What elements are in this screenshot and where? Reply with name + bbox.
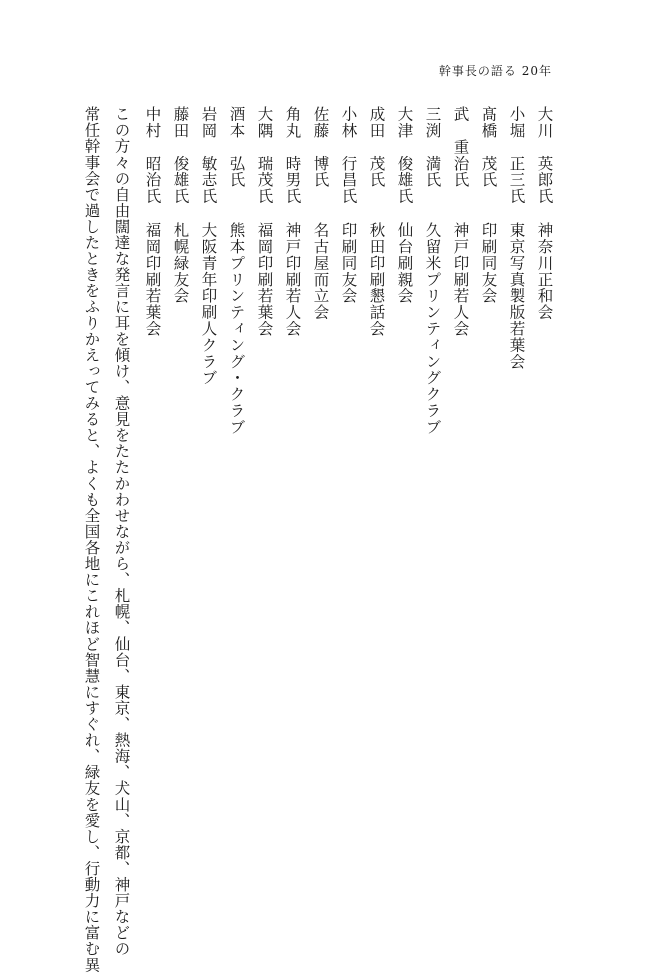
member-organization: 熊本プリンティング・クラブ [227, 222, 246, 436]
member-name: 武 重治氏 [451, 106, 470, 188]
member-name: 岩岡 敏志氏 [199, 106, 218, 205]
member-entry [367, 106, 386, 337]
member-entry [507, 106, 526, 370]
member-entry [143, 106, 162, 337]
running-header: 幹事長の語る 20年 [438, 64, 552, 78]
member-entry [199, 106, 218, 386]
member-organization: 印刷同友会 [479, 222, 498, 304]
member-organization: 福岡印刷若葉会 [143, 222, 162, 337]
member-entry [395, 106, 414, 304]
member-name: 大津 俊雄氏 [395, 106, 414, 205]
member-entry [535, 106, 554, 321]
member-organization: 大阪青年印刷人クラブ [199, 222, 218, 386]
member-organization: 仙台刷親会 [395, 222, 414, 304]
member-organization: 秋田印刷懇話会 [367, 222, 386, 337]
member-organization: 名古屋而立会 [311, 222, 330, 321]
member-entry [255, 106, 274, 337]
prose-line: この方々の自由闊達な発言に耳を傾け、意見をたたかわせながら、札幌、仙台、東京、熱海、犬山、京都、神戸などの [112, 106, 131, 957]
member-entry [227, 106, 246, 436]
member-entry [479, 106, 498, 304]
member-name: 中村 昭治氏 [143, 106, 162, 205]
member-entry [311, 106, 330, 321]
member-organization: 神奈川正和会 [535, 222, 554, 321]
member-organization: 福岡印刷若葉会 [255, 222, 274, 337]
member-name: 髙橋 茂氏 [479, 106, 498, 188]
member-name: 小林 行昌氏 [339, 106, 358, 205]
member-name: 三渕 満氏 [423, 106, 442, 188]
member-entry [423, 106, 442, 436]
member-entry [451, 106, 470, 337]
member-entry [171, 106, 190, 304]
member-name: 大隅 瑞茂氏 [255, 106, 274, 205]
member-name: 佐藤 博氏 [311, 106, 330, 188]
member-name: 大川 英郎氏 [535, 106, 554, 205]
member-organization: 東京写真製版若葉会 [507, 222, 526, 370]
member-organization: 印刷同友会 [339, 222, 358, 304]
prose-line: 常任幹事会で過したときをふりかえってみると、よくも全国各地にこれほど智慧にすぐれ、緑友を愛し、行動力に富む異 [82, 106, 101, 973]
member-name: 角丸 時男氏 [283, 106, 302, 205]
member-entry [283, 106, 302, 337]
member-organization: 札幌緑友会 [171, 222, 190, 304]
member-entry [339, 106, 358, 304]
member-organization: 神戸印刷若人会 [283, 222, 302, 337]
member-organization: 神戸印刷若人会 [451, 222, 470, 337]
member-name: 小堀 正三氏 [507, 106, 526, 205]
member-organization: 久留米プリンティングクラブ [423, 222, 442, 436]
member-name: 成田 茂氏 [367, 106, 386, 188]
member-name: 酒本 弘氏 [227, 106, 246, 188]
member-name: 藤田 俊雄氏 [171, 106, 190, 205]
